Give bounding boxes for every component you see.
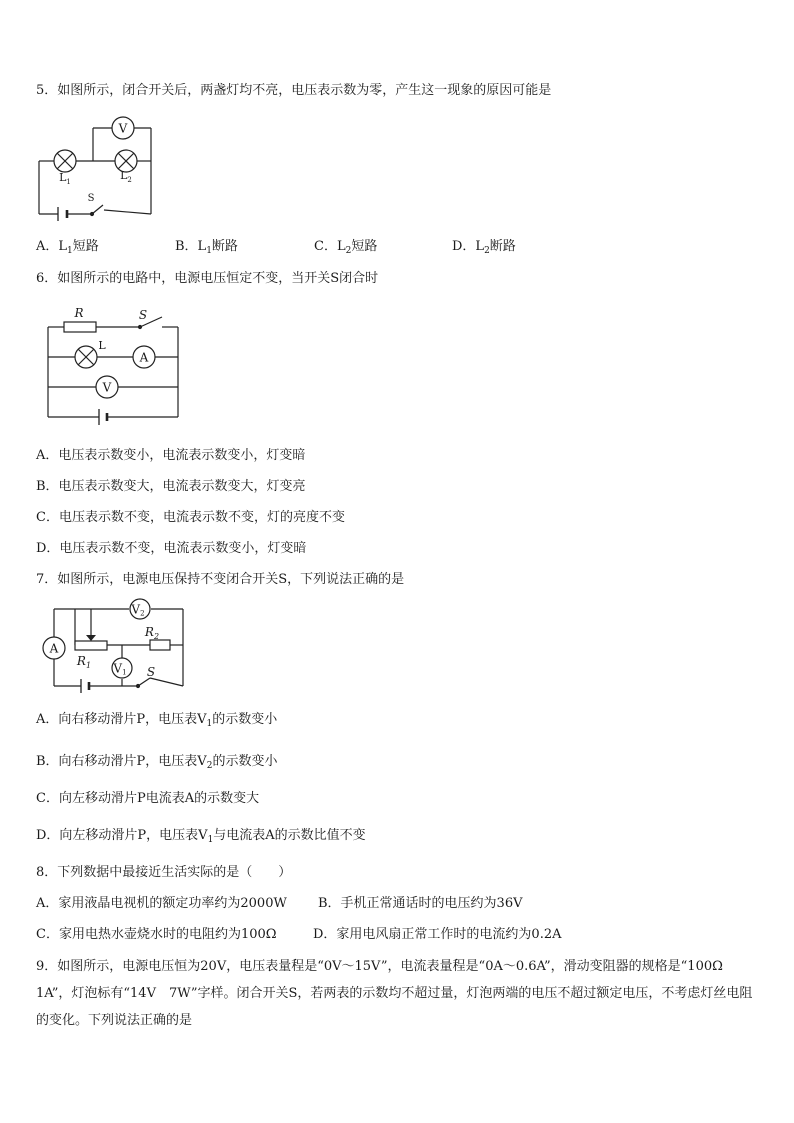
- voltmeter-icon: [112, 117, 134, 139]
- q8-option-d[interactable]: D．家用电风扇正常工作时的电流约为0.2A: [313, 927, 562, 942]
- resistor-r-icon: [64, 322, 96, 332]
- svg-text:V: V: [118, 121, 128, 136]
- q6-option-d[interactable]: D．电压表示数不变，电流表示数变小，灯变暗: [36, 541, 307, 556]
- q8-option-b[interactable]: B．手机正常通话时的电压约为36V: [318, 896, 523, 911]
- voltmeter-v2-icon: [130, 599, 150, 619]
- svg-text:A: A: [139, 350, 149, 365]
- q7-option-c[interactable]: C．向左移动滑片P电流表A的示数变大: [36, 791, 260, 806]
- q5-option-a[interactable]: A．$L_1$短路: [36, 239, 99, 256]
- q5-option-c[interactable]: C．$L_2$短路: [314, 239, 378, 256]
- svg-text:R2: $R_2$: [144, 625, 160, 641]
- q8-option-a[interactable]: A．家用液晶电视机的额定功率约为2000W: [36, 896, 287, 911]
- q8-stem: 8．下列数据中最接近生活实际的是（ ）: [36, 865, 292, 880]
- q5-circuit-diagram: [34, 114, 158, 218]
- q7-option-b[interactable]: B．向右移动滑片P，电压表$V_2$的示数变小: [36, 754, 278, 771]
- lamp-l1-icon: [54, 150, 76, 172]
- voltmeter-icon: [96, 376, 118, 398]
- svg-text:S: S: [87, 193, 95, 204]
- svg-text:V: V: [102, 380, 112, 395]
- lamp-icon: [75, 346, 97, 368]
- q7-option-a[interactable]: A．向右移动滑片P，电压表$V_1$的示数变小: [36, 712, 278, 729]
- ammeter-icon: [43, 637, 65, 659]
- svg-text:S: S: [138, 308, 148, 322]
- battery-icon: [58, 207, 67, 221]
- q9-stem: 9．如图所示，电源电压恒为20V，电压表量程是“0V～15V”，电流表量程是“0A～0.6A”，滑动变阻器的规格是“100Ω 1A”，灯泡标有“14V 7W”字样。闭合开关S，若两表的示数均不超过量，灯泡两端的电压不超过额定电压，不考虑灯丝电阻的变化。下列说法正确的是: [36, 959, 753, 1028]
- q5-stem: 5．如图所示，闭合开关后，两盏灯均不亮，电压表示数为零，产生这一现象的原因可能是: [36, 83, 552, 98]
- q7-circuit-diagram: [38, 599, 188, 693]
- svg-text:R1: $R_1$: [76, 654, 92, 670]
- q6-option-a[interactable]: A．电压表示数变小，电流表示数变小，灯变暗: [36, 448, 306, 463]
- switch-icon: [91, 205, 104, 216]
- q5-option-b[interactable]: B．$L_1$断路: [175, 239, 238, 256]
- q7-option-d[interactable]: D．向左移动滑片P，电压表$V_1$与电流表A的示数比值不变: [36, 828, 366, 845]
- q5-option-d[interactable]: D．$L_2$断路: [452, 239, 516, 256]
- q6-circuit-diagram: [44, 305, 184, 430]
- battery-icon: [81, 679, 89, 693]
- q6-stem: 6．如图所示的电路中，电源电压恒定不变，当开关S闭合时: [36, 271, 379, 286]
- resistor-r2-icon: [150, 640, 170, 650]
- rheostat-r1-icon: [75, 641, 107, 650]
- q8-option-c[interactable]: C．家用电热水壶烧水时的电阻约为100Ω: [36, 927, 277, 942]
- svg-text:L: L: [98, 339, 106, 352]
- svg-text:S: S: [146, 665, 156, 679]
- svg-text:V1: V1: [113, 661, 127, 677]
- voltmeter-v1-icon: [112, 658, 132, 678]
- battery-icon: [99, 409, 107, 425]
- svg-text:L1: $L_1$: [59, 171, 71, 186]
- svg-text:A: A: [49, 641, 59, 656]
- ammeter-icon: [133, 346, 155, 368]
- q7-stem: 7．如图所示，电源电压保持不变闭合开关S，下列说法正确的是: [36, 572, 405, 587]
- q6-option-b[interactable]: B．电压表示数变大，电流表示数变大，灯变亮: [36, 479, 306, 494]
- svg-text:L2: $L_2$: [120, 169, 132, 184]
- svg-text:R: R: [74, 306, 84, 320]
- svg-text:V2: V2: [131, 602, 145, 618]
- q6-option-c[interactable]: C．电压表示数不变，电流表示数不变，灯的亮度不变: [36, 510, 345, 525]
- switch-icon: [137, 678, 151, 688]
